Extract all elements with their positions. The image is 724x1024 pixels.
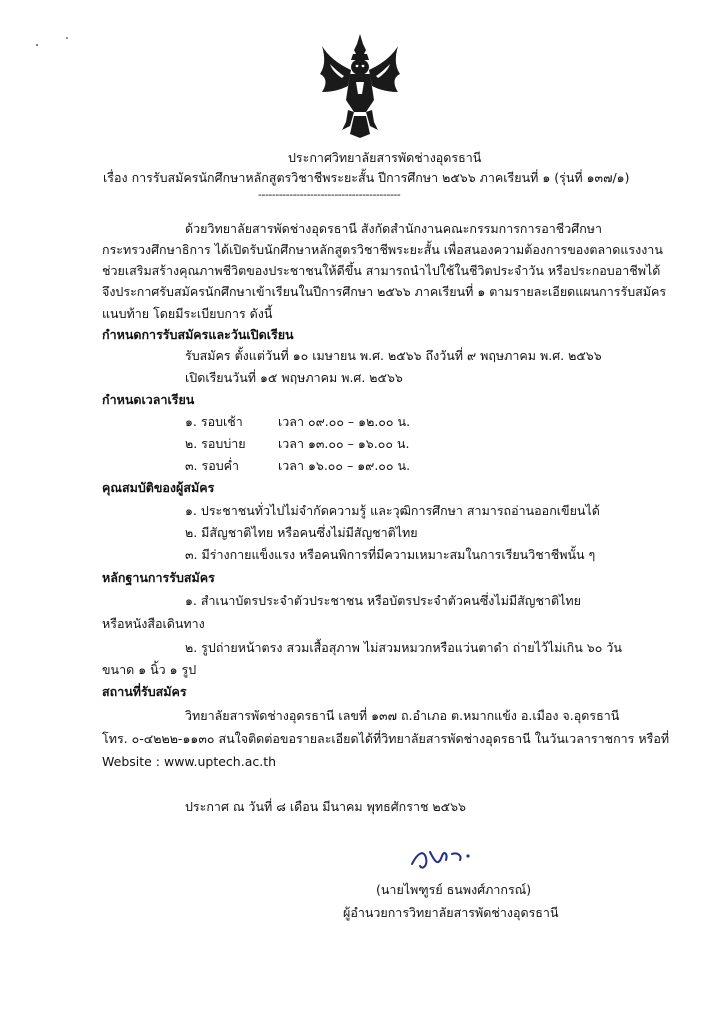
documents-heading: หลักฐานการรับสมัคร [102, 570, 215, 585]
schedule-heading: กำหนดการรับสมัครและวันเปิดเรียน [102, 327, 294, 342]
intro-line: กระทรวงศึกษาธิการ ได้เปิดรับนักศึกษาหลักสูตรวิชาชีพระยะสั้น เพื่อสนองความต้องการของตลาดแรงงาน [102, 242, 663, 257]
qualification-item: ๑. ประชาชนทั่วไปไม่จำกัดความรู้ และวุฒิการศึกษา สามารถอ่านออกเขียนได้ [185, 503, 600, 518]
garuda-emblem-icon [320, 34, 400, 138]
round-label: ๓. รอบค่ำ [185, 458, 240, 473]
document-item-continued: หรือหนังสือเดินทาง [102, 616, 205, 631]
document-item: ๒. รูปถ่ายหน้าตรง สวมเสื้อสุภาพ ไม่สวมหมวกหรือแว่นตาดำ ถ่ายไว้ไม่เกิน ๖๐ วัน [185, 640, 622, 655]
round-label: ๑. รอบเช้า [185, 414, 243, 429]
round-time: เวลา ๐๙.๐๐ – ๑๒.๐๐ น. [278, 414, 411, 429]
website-line: Website : www.uptech.ac.th [102, 754, 277, 769]
qualification-item: ๓. มีร่างกายแข็งแรง หรือคนพิการที่มีความเหมาะสมในการเรียนวิชาชีพนั้น ๆ [185, 547, 596, 562]
intro-line: แนบท้าย โดยมีระเบียบการ ดังนี้ [102, 306, 273, 321]
round-time: เวลา ๑๖.๐๐ – ๑๙.๐๐ น. [278, 458, 411, 473]
round-time: เวลา ๑๓.๐๐ – ๑๖.๐๐ น. [278, 436, 410, 451]
scan-speck [66, 37, 68, 39]
qualification-item: ๒. มีสัญชาติไทย หรือคนซึ่งไม่มีสัญชาติไทย [185, 525, 418, 540]
announcement-title: ประกาศวิทยาลัยสารพัดช่างอุดรธานี [288, 150, 482, 165]
apply-period: รับสมัคร ตั้งแต่วันที่ ๑๐ เมษายน พ.ศ. ๒๕๖๖ ถึงวันที่ ๙ พฤษภาคม พ.ศ. ๒๕๖๖ [185, 348, 602, 363]
signer-position: ผู้อำนวยการวิทยาลัยสารพัดช่างอุดรธานี [343, 905, 559, 920]
round-label: ๒. รอบบ่าย [185, 436, 246, 451]
signer-name: (นายไพฑูรย์ ธนพงศ์ภากรณ์) [376, 882, 532, 897]
header-divider: ----------------------------------------- [258, 188, 401, 201]
intro-line: ด้วยวิทยาลัยสารพัดช่างอุดรธานี สังกัดสำนักงานคณะกรรมการการอาชีวศึกษา [185, 221, 603, 236]
document-item: ๑. สำเนาบัตรประจำตัวประชาชน หรือบัตรประจำตัวคนซึ่งไม่มีสัญชาติไทย [185, 593, 581, 608]
qualifications-heading: คุณสมบัติของผู้สมัคร [102, 480, 215, 495]
announcement-date: ประกาศ ณ วันที่ ๘ เดือน มีนาคม พุทธศักราช ๒๕๖๖ [185, 799, 466, 814]
intro-line: ช่วยเสริมสร้างคุณภาพชีวิตของประชาชนให้ดีขึ้น สามารถนำไปใช้ในชีวิตประจำวัน หรือประกอบอาชีพได้ [102, 263, 661, 278]
location-contact: โทร. ๐-๔๒๒๒-๑๑๓๐ สนใจติดต่อขอรายละเอียดได้ที่วิทยาลัยสารพัดช่างอุดรธานี ในวันเวลาราชการ หรือที่ [102, 731, 670, 746]
scan-speck [36, 44, 38, 46]
document-item-continued: ขนาด ๑ นิ้ว ๑ รูป [102, 662, 197, 677]
announcement-subject: เรื่อง การรับสมัครนักศึกษาหลักสูตรวิชาชีพระยะสั้น ปีการศึกษา ๒๕๖๖ ภาคเรียนที่ ๑ (รุ่นที่ ๑๓๗/๑) [103, 170, 630, 185]
location-heading: สถานที่รับสมัคร [102, 684, 187, 699]
location-address: วิทยาลัยสารพัดช่างอุดรธานี เลขที่ ๑๓๗ ถ.อำเภอ ต.หมากแข้ง อ.เมือง จ.อุดรธานี [185, 708, 620, 723]
study-time-heading: กำหนดเวลาเรียน [102, 392, 195, 407]
intro-line: จึงประกาศรับสมัครนักศึกษาเข้าเรียนในปีการศึกษา ๒๕๖๖ ภาคเรียนที่ ๑ ตามรายละเอียดแผนการรับสมัคร [102, 284, 667, 299]
signature-mark [408, 842, 478, 876]
class-start-date: เปิดเรียนวันที่ ๑๕ พฤษภาคม พ.ศ. ๒๕๖๖ [185, 370, 403, 385]
